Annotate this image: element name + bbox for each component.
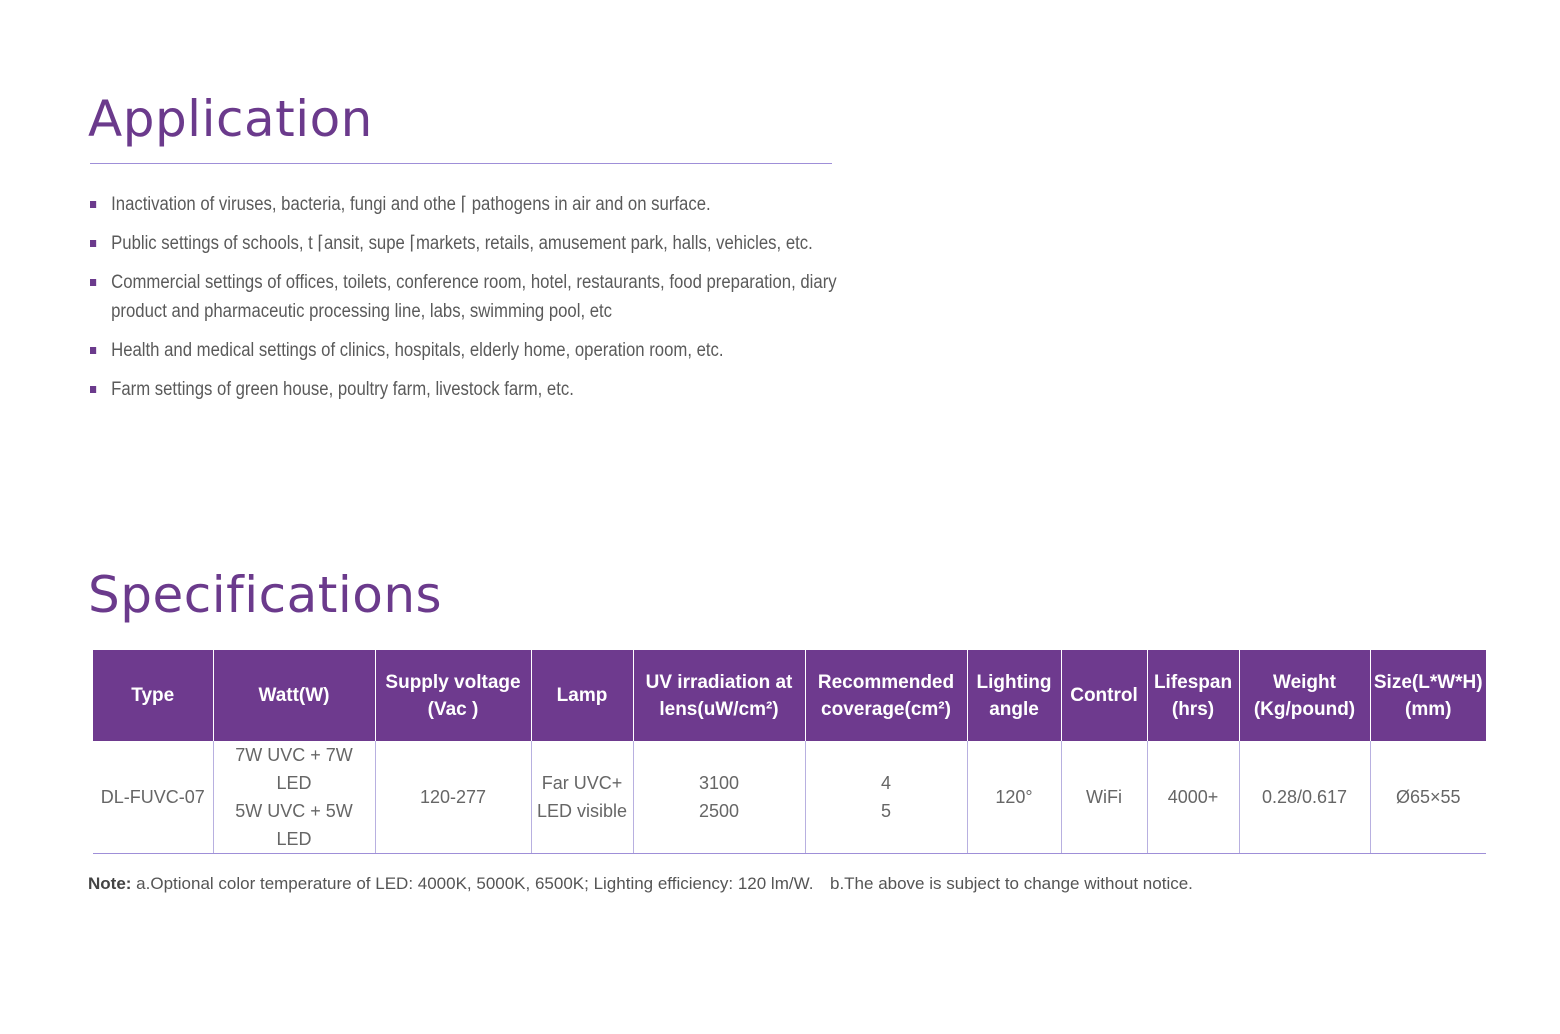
cell-supply-voltage: 120-277 [375, 741, 531, 854]
note-label: Note: [88, 874, 132, 893]
cell-lighting-angle: 120° [967, 741, 1061, 854]
square-bullet-icon [90, 240, 96, 247]
header-lifespan: Lifespan (hrs) [1147, 650, 1239, 741]
square-bullet-icon [90, 347, 96, 354]
note-a [88, 874, 813, 894]
table-header-row [93, 650, 1486, 741]
application-list [90, 190, 837, 414]
square-bullet-icon [90, 386, 96, 393]
header-lighting-angle: Lighting angle [967, 650, 1061, 741]
square-bullet-icon [90, 201, 96, 208]
application-list-item: Commercial settings of offices, toilets, conference room, hotel, restaurants, food preparation, diary product and pharmaceutic processing line, labs, swimming pool, etc [90, 268, 842, 326]
header-type: Type [93, 650, 213, 741]
cell-recommended-coverage: 4 5 [805, 741, 967, 854]
cell-uv-irradiation: 3100 2500 [633, 741, 805, 854]
specifications-title: Specifications [88, 566, 443, 624]
header-lamp: Lamp [531, 650, 633, 741]
header-supply-voltage: Supply voltage (Vac ) [375, 650, 531, 741]
header-watt: Watt(W) [213, 650, 375, 741]
cell-watt: 7W UVC + 7W LED 5W UVC + 5W LED [213, 741, 375, 854]
note-a-text: a.Optional color temperature of LED: 4000K, 5000K, 6500K; Lighting efficiency: 120 lm/W. [131, 874, 814, 893]
header-weight: Weight (Kg/pound) [1239, 650, 1370, 741]
cell-size: Ø65×55 [1370, 741, 1486, 854]
application-list-item: Farm settings of green house, poultry farm, livestock farm, etc. [90, 375, 842, 404]
application-list-item: Health and medical settings of clinics, hospitals, elderly home, operation room, etc. [90, 336, 842, 365]
application-list-item: Public settings of schools, t ⌈ansit, supe ⌈markets, retails, amusement park, halls, vehicles, etc. [90, 229, 842, 258]
cell-lamp: Far UVC+ LED visible [531, 741, 633, 854]
cell-lifespan: 4000+ [1147, 741, 1239, 854]
header-size: Size(L*W*H) (mm) [1370, 650, 1486, 741]
cell-type: DL-FUVC-07 [93, 741, 213, 854]
header-control: Control [1061, 650, 1147, 741]
specifications-table [93, 650, 1486, 854]
note-b: b.The above is subject to change without notice. [830, 874, 1193, 893]
cell-weight: 0.28/0.617 [1239, 741, 1370, 854]
application-title: Application [88, 90, 373, 148]
header-recommended-coverage: Recommended coverage(cm²) [805, 650, 967, 741]
header-uv-irradiation: UV irradiation at lens(uW/cm²) [633, 650, 805, 741]
cell-control: WiFi [1061, 741, 1147, 854]
application-title-divider [90, 163, 832, 164]
table-row [93, 741, 1486, 854]
square-bullet-icon [90, 279, 96, 286]
application-list-item: Inactivation of viruses, bacteria, fungi and othe ⌈ pathogens in air and on surface. [90, 190, 842, 219]
